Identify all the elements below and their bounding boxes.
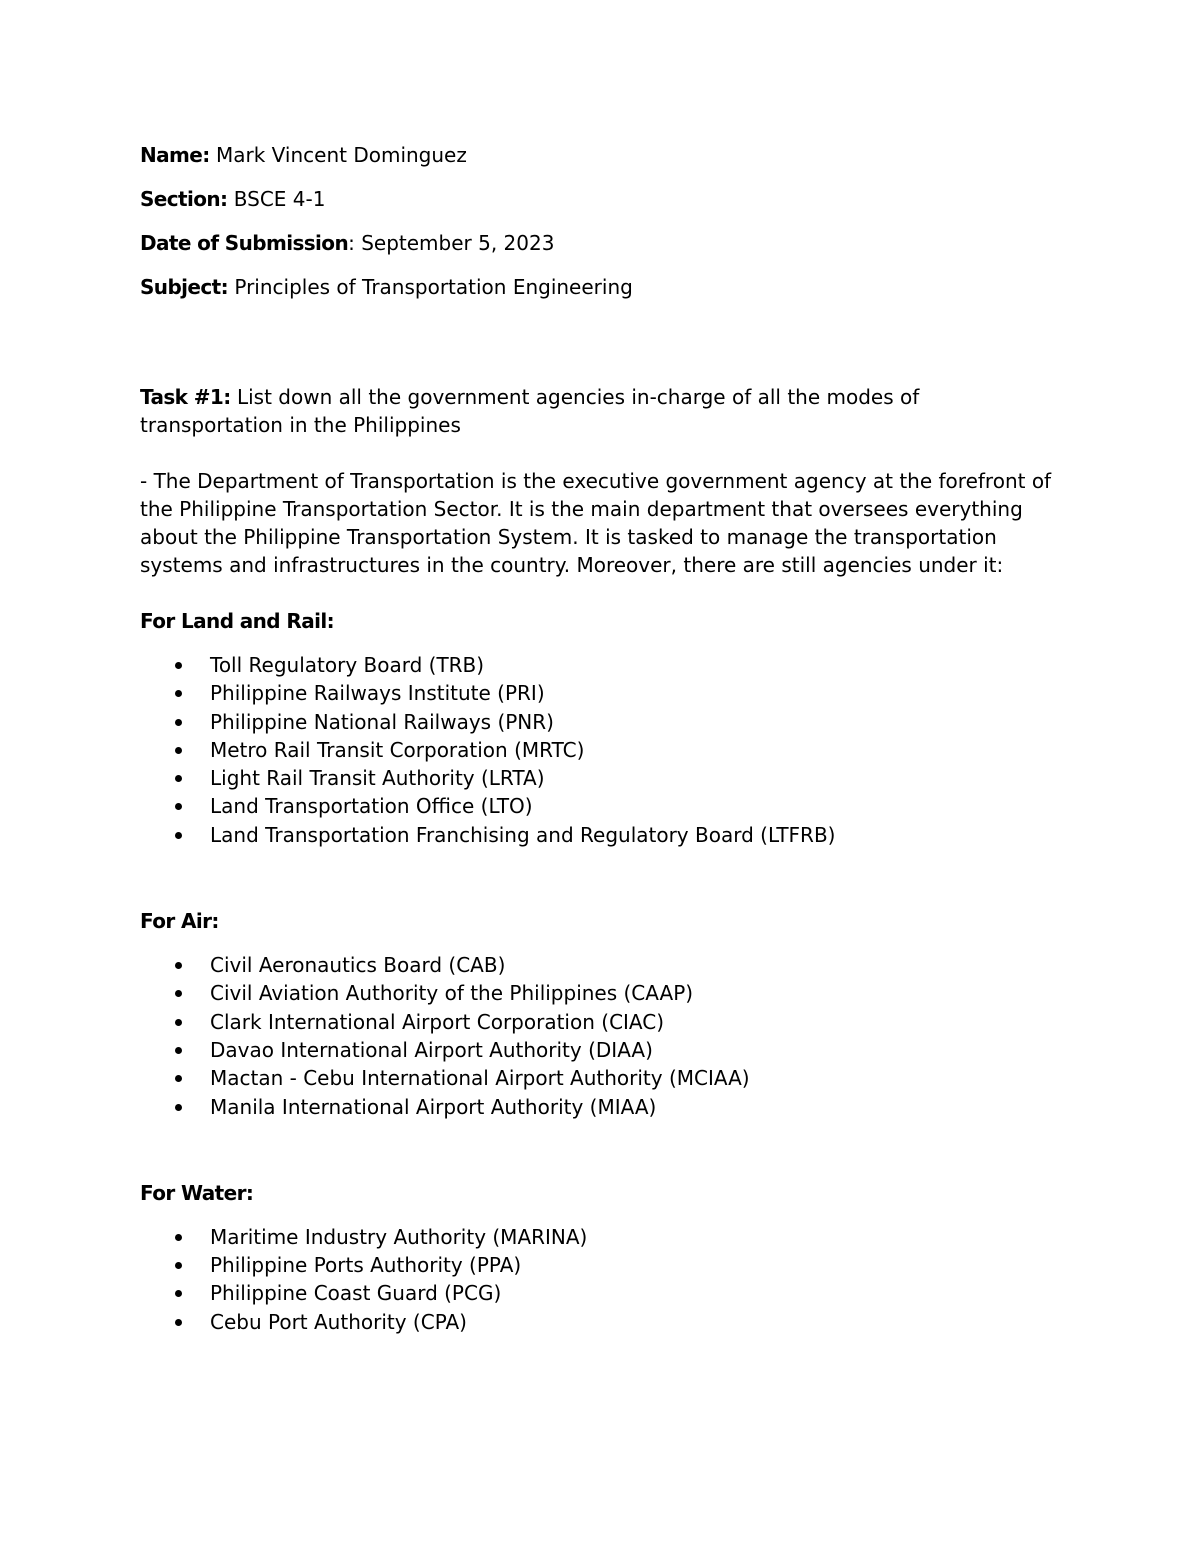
list-item-text: Philippine Railways Institute (PRI) xyxy=(210,681,545,706)
list-item xyxy=(140,979,1060,1007)
name-value: Mark Vincent Dominguez xyxy=(209,143,467,167)
intro-paragraph: - The Department of Transportation is the executive government agency at the forefront of the Philippine Transportation Sector. It is the main department that oversees everything about the Philippine Transportation System. It is tasked to manage the transportation systems and infrastructures in the country. Moreover, there are still agencies under it: xyxy=(140,469,1052,577)
list-item xyxy=(140,1251,1060,1279)
list-item-text: Metro Rail Transit Corporation (MRTC) xyxy=(210,737,585,762)
list-item-text: Cebu Port Authority (CPA) xyxy=(210,1309,467,1334)
list-item-text: Mactan - Cebu International Airport Authority (MCIAA) xyxy=(210,1066,750,1091)
list-item xyxy=(140,708,1060,736)
list-item-text: Manila International Airport Authority (MIAA) xyxy=(210,1094,657,1119)
list-item-text: Toll Regulatory Board (TRB) xyxy=(210,653,485,677)
list-item xyxy=(140,1036,1060,1064)
subject-value: Principles of Transportation Engineering xyxy=(228,275,633,299)
list-item xyxy=(140,1308,1060,1336)
list-item-text: Maritime Industry Authority (MARINA) xyxy=(210,1224,588,1249)
bullet-icon xyxy=(175,990,182,997)
bullet-icon xyxy=(175,1019,182,1026)
task-text: List down all the government agencies in-charge of all the modes of transportation in the Philippines xyxy=(140,385,920,437)
list-item-text: Clark International Airport Corporation (CIAC) xyxy=(210,1009,665,1034)
bullet-icon xyxy=(175,962,182,969)
task-label: Task #1: xyxy=(140,385,231,409)
list-item xyxy=(140,951,1060,979)
bullet-icon xyxy=(175,1290,182,1297)
air-heading: For Air: xyxy=(140,909,219,934)
list-item-text: Land Transportation Office (LTO) xyxy=(210,794,533,819)
list-item xyxy=(140,1279,1060,1307)
bullet-icon xyxy=(175,662,182,669)
bullet-icon xyxy=(175,1234,182,1241)
section-label: Section: xyxy=(140,187,228,211)
list-item xyxy=(140,1093,1060,1121)
list-item xyxy=(140,764,1060,792)
list-item xyxy=(140,792,1060,820)
list-item xyxy=(140,679,1060,707)
list-item xyxy=(140,651,1060,679)
bullet-icon xyxy=(175,1047,182,1054)
list-item-text: Light Rail Transit Authority (LRTA) xyxy=(210,766,545,791)
list-item xyxy=(140,736,1060,764)
name-label: Name: xyxy=(140,143,210,167)
list-item xyxy=(140,1064,1060,1092)
subject-label: Subject: xyxy=(140,275,228,299)
list-item xyxy=(140,1008,1060,1036)
subject-line xyxy=(140,273,1060,301)
bullet-icon xyxy=(175,775,182,782)
bullet-icon xyxy=(175,1319,182,1326)
section-value: BSCE 4-1 xyxy=(227,187,326,211)
task-prompt xyxy=(140,383,1060,439)
date-label: Date of Submission xyxy=(140,231,349,255)
section-line xyxy=(140,185,1060,213)
list-item-text: Philippine Coast Guard (PCG) xyxy=(210,1281,502,1306)
list-item-text: Land Transportation Franchising and Regulatory Board (LTFRB) xyxy=(210,822,836,847)
list-item-text: Civil Aviation Authority of the Philippines (CAAP) xyxy=(210,981,694,1006)
water-list xyxy=(140,1223,1060,1336)
list-item-text: Philippine National Railways (PNR) xyxy=(210,709,554,734)
bullet-icon xyxy=(175,719,182,726)
document-page xyxy=(140,141,1060,1336)
bullet-icon xyxy=(175,1262,182,1269)
air-list xyxy=(140,951,1060,1121)
land-rail-heading: For Land and Rail: xyxy=(140,609,334,633)
land-rail-list xyxy=(140,651,1060,849)
water-heading: For Water: xyxy=(140,1180,254,1205)
bullet-icon xyxy=(175,832,182,839)
list-item-text: Davao International Airport Authority (DIAA) xyxy=(210,1037,653,1062)
list-item xyxy=(140,1223,1060,1251)
list-item-text: Philippine Ports Authority (PPA) xyxy=(210,1253,522,1278)
bullet-icon xyxy=(175,803,182,810)
bullet-icon xyxy=(175,1104,182,1111)
bullet-icon xyxy=(175,747,182,754)
list-item xyxy=(140,821,1060,849)
list-item-text: Civil Aeronautics Board (CAB) xyxy=(210,953,506,978)
bullet-icon xyxy=(175,690,182,697)
name-line xyxy=(140,141,1060,169)
bullet-icon xyxy=(175,1075,182,1082)
date-line xyxy=(140,229,1060,257)
date-value: : September 5, 2023 xyxy=(348,231,555,255)
